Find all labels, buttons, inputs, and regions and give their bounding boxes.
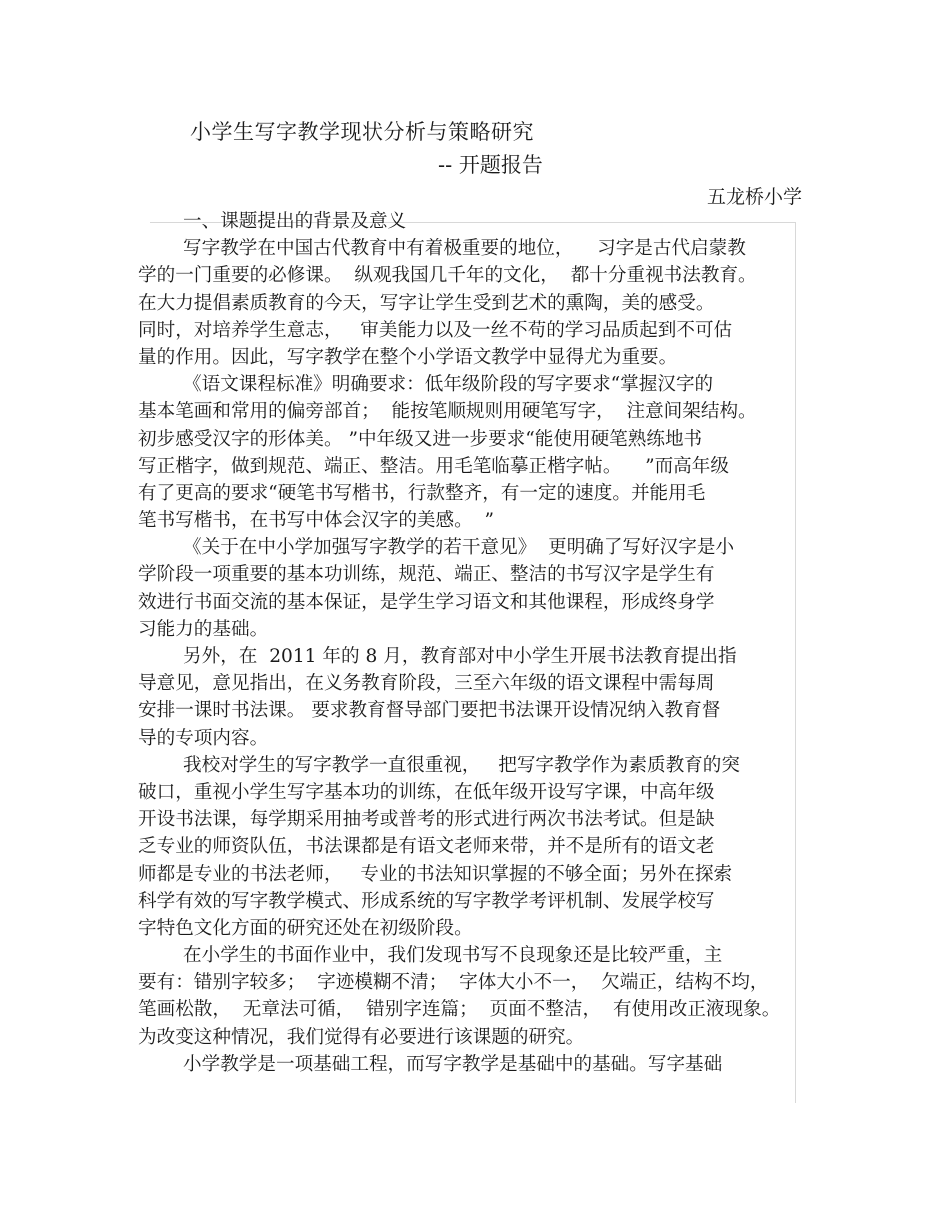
- paragraph-line: 我校对学生的写字教学一直很重视， 把写字教学作为素质教育的突: [183, 754, 740, 776]
- document-subtitle: -- 开题报告: [438, 153, 543, 177]
- paragraph-line: 笔书写楷书，在书写中体会汉字的美感。 ”: [138, 510, 495, 532]
- paragraph-line: 有了更高的要求“硬笔书写楷书，行款整齐，有一定的速度。并能用毛: [138, 482, 706, 504]
- paragraph-line: 基本笔画和常用的偏旁部首； 能按笔顺规则用硬笔写字， 注意间架结构。: [138, 401, 757, 423]
- paragraph-line: 量的作用。因此，写字教学在整个小学语文教学中显得尤为重要。: [138, 346, 678, 368]
- paragraph-line: 开设书法课，每学期采用抽考或普考的形式进行两次书法考试。但是缺: [138, 809, 715, 831]
- paragraph-line: 《关于在中小学加强写字教学的若干意见》 更明确了写好汉字是小: [183, 537, 735, 559]
- paragraph-line: 小学教学是一项基础工程，而写字教学是基础中的基础。写字基础: [183, 1053, 723, 1075]
- section-heading: 一、课题提出的背景及意义: [183, 211, 407, 232]
- paragraph-line: 习能力的基础。: [138, 618, 269, 640]
- paragraph-line: 学的一门重要的必修课。 纵观我国几千年的文化， 都十分重视书法教育。: [138, 265, 757, 287]
- paragraph-line: 乏专业的师资队伍，书法课都是有语文老师来带，并不是所有的语文老: [138, 836, 715, 858]
- paragraph-line: 学阶段一项重要的基本功训练，规范、端正、整洁的书写汉字是学生有: [138, 564, 715, 586]
- paragraph-line: 笔画松散， 无章法可循， 错别字连篇； 页面不整洁， 有使用改正液现象。: [138, 999, 781, 1021]
- paragraph-line: 师都是专业的书法老师， 专业的书法知识掌握的不够全面；另外在探索: [138, 863, 733, 885]
- paragraph-line: 写正楷字，做到规范、端正、整洁。用毛笔临摹正楷字帖。 ”而高年级: [138, 455, 729, 477]
- paragraph-line: 在大力提倡素质教育的今天，写字让学生受到艺术的熏陶，美的感受。: [138, 292, 715, 314]
- paragraph-line: 在小学生的书面作业中，我们发现书写不良现象还是比较严重，主: [183, 945, 723, 967]
- paragraph-line: 写字教学在中国古代教育中有着极重要的地位， 习字是古代启蒙教: [183, 238, 746, 260]
- paragraph-line: 导意见，意见指出，在义务教育阶段，三至六年级的语文课程中需每周: [138, 673, 715, 695]
- paragraph-line: 《语文课程标准》明确要求：低年级阶段的写字要求“掌握汉字的: [183, 374, 714, 396]
- paragraph-line: 科学有效的写字教学模式、形成系统的写字教学考评机制、发展学校写: [138, 890, 715, 912]
- school-name: 五龙桥小学: [706, 186, 802, 208]
- paragraph-line: 要有：错别字较多； 字迹模糊不清； 字体大小不一， 欠端正，结构不均，: [138, 972, 769, 994]
- document-title: 小学生写字教学现状分析与策略研究: [190, 120, 534, 144]
- paragraph-line: 为改变这种情况，我们觉得有必要进行该课题的研究。: [138, 1026, 585, 1048]
- paragraph-line: 破口，重视小学生写字基本功的训练，在低年级开设写字课，中高年级: [138, 781, 715, 803]
- paragraph-line: 导的专项内容。: [138, 727, 269, 749]
- paragraph-line: 同时，对培养学生意志， 审美能力以及一丝不苟的学习品质起到不可估: [138, 319, 733, 341]
- paragraph-line: 初步感受汉字的形体美。 ”中年级又进一步要求“能使用硬笔熟练地书: [138, 428, 703, 450]
- body-text: [138, 208, 806, 1078]
- paragraph-line: 另外，在 2011 年的 8 月，教育部对中小学生开展书法教育提出指: [183, 646, 737, 667]
- paragraph-line: 字特色文化方面的研究还处在初级阶段。: [138, 917, 473, 939]
- paragraph-line: 效进行书面交流的基本保证，是学生学习语文和其他课程，形成终身学: [138, 591, 715, 613]
- paragraph-line: 安排一课时书法课。 要求教育督导部门要把书法课开设情况纳入教育督: [138, 700, 721, 722]
